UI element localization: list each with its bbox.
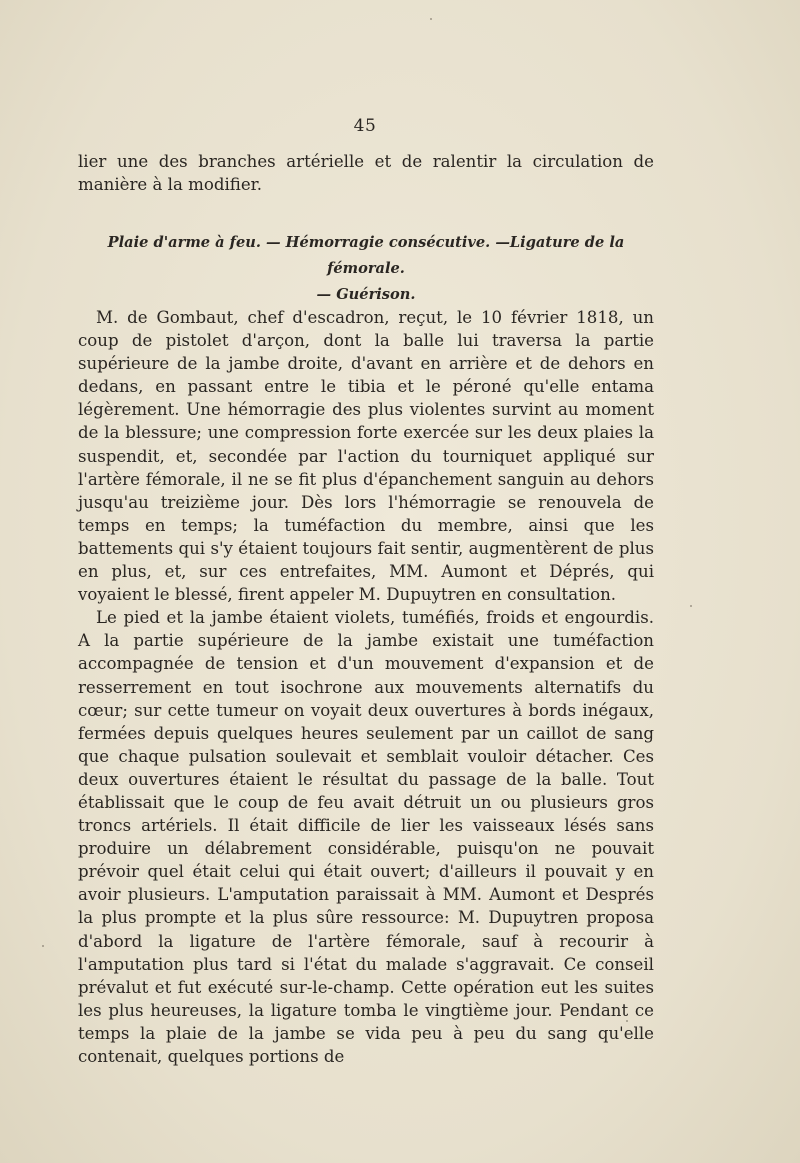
paragraph-case-description: M. de Gombaut, chef d'escadron, reçut, le 10 février 1818, un coup de pistolet d'arçon, dont la balle lui traversa la partie supérieure de la jambe droite, d'avant en arrière et de dehors en dedans, en passant entre le tibia et le péroné qu'elle entama légèrement. Une hémorragie des plus violentes survint au moment de la blessure; une compression forte exercée sur les deux plaies la suspendit, et, secondée par l'action du tourniquet appliqué sur l'artère fémorale, il ne se fit plus d'épanchement sanguin au dehors jusqu'au treizième jour. Dès lors l'hémorragie se renouvela de temps en temps; la tuméfaction du membre, ainsi que les battements qui s'y étaient toujours fait sentir, augmentèrent de plus en plus, et, sur ces entrefaites, MM. Aumont et Déprés, qui voyaient le blessé, firent appeler M. Dupuytren en consultation. xyxy=(78,308,654,605)
paragraph-examination: Le pied et la jambe étaient violets, tuméfiés, froids et engourdis. A la partie supérieure de la jambe existait une tuméfaction accompagnée de tension et d'un mouvement d'expansion et de resserrement en tout isochrone aux mouvements alternatifs du cœur; sur cette tumeur on voyait deux ouvertures à bords inégaux, fermées depuis quelques heures seulement par un caillot de sang que chaque pulsation soulevait et semblait vouloir détacher. Ces deux ouvertures étaient le résultat du passage de la balle. Tout établissait que le coup de feu avait détruit un ou plusieurs gros troncs artériels. Il était difficile de lier les vaisseaux lésés sans produire un délabrement considérable, puisqu'on ne pouvait prévoir quel était celui qui était ouvert; d'ailleurs il pouvait y en avoir plusieurs. L'amputation paraissait à MM. Aumont et Després la plus prompte et la plus sûre ressource: M. Dupuytren proposa d'abord la ligature de l'artère fémorale, sauf à recourir à l'amputation plus tard si l'état du malade s'aggravait. Ce conseil prévalut et fut exécuté sur-le-champ. Cette opération eut les suites les plus heureuses, la ligature tomba le vingtième jour. Pendant ce temps la plaie de la jambe se vida peu à peu du sang qu'elle contenait, quelques portions de xyxy=(78,608,654,1066)
paper-speck xyxy=(42,945,44,947)
paper-speck xyxy=(690,605,692,607)
page-number: 45 xyxy=(353,116,377,136)
section-heading xyxy=(78,230,654,308)
continuation-paragraph: lier une des branches artérielle et de ralentir la circulation de manière à la modifier. xyxy=(78,152,654,195)
continuation-text-block xyxy=(78,150,654,196)
body-text-block xyxy=(78,306,654,1068)
section-heading-line-1: Plaie d'arme à feu. — Hémorragie consécutive. —Ligature de la fémorale. xyxy=(107,234,625,277)
paper-speck xyxy=(626,1020,628,1022)
section-heading-line-2: — Guérison. xyxy=(316,286,416,303)
paper-speck xyxy=(430,18,432,20)
